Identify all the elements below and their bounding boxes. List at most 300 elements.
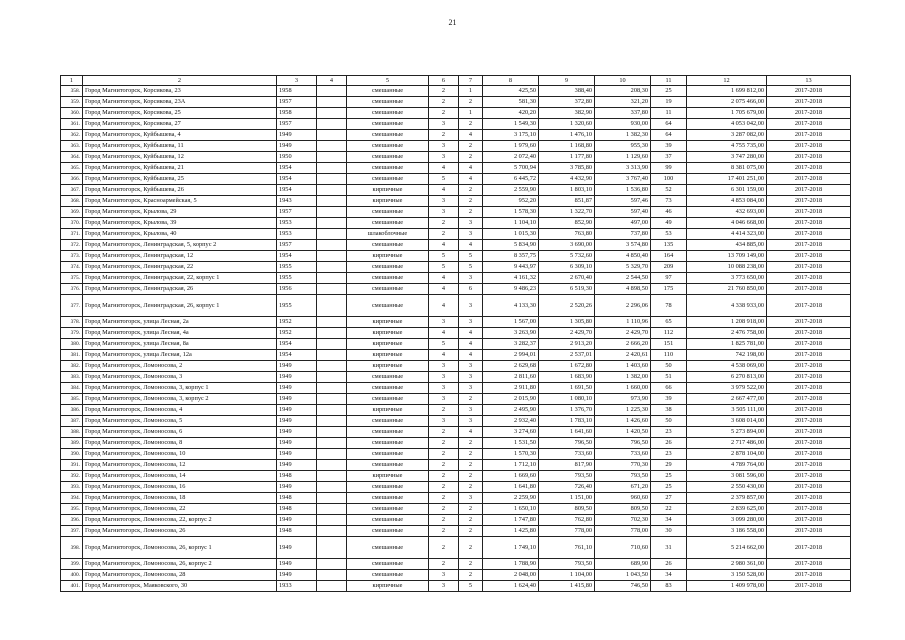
cell-address: Город Магнитогорск, Ломоносова, 12 <box>83 460 277 471</box>
cell-build-year: 1949 <box>277 416 317 427</box>
cell-wall-material: кирпичные <box>347 361 429 372</box>
cell-period: 2017-2018 <box>767 119 851 130</box>
cell-repair-cost: 434 885,00 <box>687 240 767 251</box>
cell-living-area: 2 429,70 <box>539 328 595 339</box>
cell-residents: 19 <box>651 97 687 108</box>
cell-period: 2017-2018 <box>767 196 851 207</box>
cell-row-index: 361. <box>61 119 83 130</box>
cell-build-year: 1949 <box>277 141 317 152</box>
cell-entrances: 2 <box>459 537 483 559</box>
cell-col-4 <box>317 471 347 482</box>
cell-wall-material: смешанные <box>347 141 429 152</box>
cell-col-4 <box>317 537 347 559</box>
cell-build-year: 1952 <box>277 317 317 328</box>
table-row <box>61 240 851 251</box>
cell-floors: 2 <box>429 471 459 482</box>
cell-col-4 <box>317 185 347 196</box>
cell-period: 2017-2018 <box>767 284 851 295</box>
cell-residential-area: 689,90 <box>595 559 651 570</box>
cell-total-area: 4 133,30 <box>483 295 539 317</box>
cell-living-area: 726,40 <box>539 482 595 493</box>
cell-floors: 4 <box>429 295 459 317</box>
cell-residential-area: 597,40 <box>595 207 651 218</box>
cell-residential-area: 955,30 <box>595 141 651 152</box>
cell-wall-material: смешанные <box>347 427 429 438</box>
cell-period: 2017-2018 <box>767 163 851 174</box>
cell-period: 2017-2018 <box>767 361 851 372</box>
cell-wall-material: смешанные <box>347 438 429 449</box>
cell-address: Город Магнитогорск, улица Лесная, 8а <box>83 339 277 350</box>
table-row <box>61 97 851 108</box>
cell-entrances: 3 <box>459 383 483 394</box>
cell-total-area: 3 282,37 <box>483 339 539 350</box>
cell-floors: 3 <box>429 570 459 581</box>
cell-row-index: 386. <box>61 405 83 416</box>
cell-wall-material: смешанные <box>347 537 429 559</box>
cell-row-index: 389. <box>61 438 83 449</box>
cell-period: 2017-2018 <box>767 317 851 328</box>
cell-address: Город Магнитогорск, Корсикова, 23 <box>83 86 277 97</box>
cell-col-4 <box>317 438 347 449</box>
cell-build-year: 1958 <box>277 86 317 97</box>
cell-col-4 <box>317 141 347 152</box>
cell-residential-area: 733,60 <box>595 449 651 460</box>
cell-residential-area: 671,20 <box>595 482 651 493</box>
cell-repair-cost: 1 699 812,00 <box>687 86 767 97</box>
cell-wall-material: кирпичные <box>347 350 429 361</box>
cell-period: 2017-2018 <box>767 141 851 152</box>
cell-build-year: 1949 <box>277 394 317 405</box>
cell-entrances: 2 <box>459 141 483 152</box>
cell-col-4 <box>317 108 347 119</box>
cell-col-4 <box>317 152 347 163</box>
cell-total-area: 3 175,10 <box>483 130 539 141</box>
cell-entrances: 2 <box>459 97 483 108</box>
cell-row-index: 367. <box>61 185 83 196</box>
cell-floors: 2 <box>429 108 459 119</box>
cell-residents: 29 <box>651 460 687 471</box>
housing-registry-table <box>60 75 851 592</box>
cell-floors: 3 <box>429 207 459 218</box>
cell-col-4 <box>317 163 347 174</box>
cell-living-area: 2 537,01 <box>539 350 595 361</box>
cell-entrances: 2 <box>459 438 483 449</box>
cell-row-index: 380. <box>61 339 83 350</box>
cell-floors: 2 <box>429 438 459 449</box>
cell-residential-area: 1 129,60 <box>595 152 651 163</box>
cell-wall-material: кирпичные <box>347 405 429 416</box>
cell-floors: 3 <box>429 141 459 152</box>
cell-living-area: 1 783,10 <box>539 416 595 427</box>
cell-repair-cost: 4 789 764,00 <box>687 460 767 471</box>
cell-wall-material: смешанные <box>347 504 429 515</box>
cell-residents: 46 <box>651 207 687 218</box>
cell-address: Город Магнитогорск, Красноармейская, 5 <box>83 196 277 207</box>
cell-row-index: 364. <box>61 152 83 163</box>
cell-total-area: 2 259,90 <box>483 493 539 504</box>
cell-floors: 2 <box>429 130 459 141</box>
table-row <box>61 207 851 218</box>
cell-row-index: 371. <box>61 229 83 240</box>
table-row <box>61 317 851 328</box>
table-row <box>61 537 851 559</box>
cell-wall-material: кирпичные <box>347 317 429 328</box>
cell-row-index: 400. <box>61 570 83 581</box>
cell-row-index: 370. <box>61 218 83 229</box>
cell-living-area: 1 691,50 <box>539 383 595 394</box>
cell-total-area: 1 567,00 <box>483 317 539 328</box>
cell-living-area: 382,90 <box>539 108 595 119</box>
cell-total-area: 952,20 <box>483 196 539 207</box>
cell-build-year: 1949 <box>277 515 317 526</box>
cell-period: 2017-2018 <box>767 350 851 361</box>
cell-wall-material: смешанные <box>347 86 429 97</box>
cell-residents: 112 <box>651 328 687 339</box>
cell-total-area: 1 570,30 <box>483 449 539 460</box>
cell-build-year: 1954 <box>277 185 317 196</box>
cell-living-area: 2 520,26 <box>539 295 595 317</box>
cell-period: 2017-2018 <box>767 295 851 317</box>
cell-residential-area: 770,30 <box>595 460 651 471</box>
cell-total-area: 4 161,32 <box>483 273 539 284</box>
cell-residents: 135 <box>651 240 687 251</box>
cell-address: Город Магнитогорск, улица Лесная, 2а <box>83 317 277 328</box>
cell-entrances: 3 <box>459 317 483 328</box>
table-row <box>61 405 851 416</box>
cell-period: 2017-2018 <box>767 427 851 438</box>
cell-address: Город Магнитогорск, Ломоносова, 3, корпус 1 <box>83 383 277 394</box>
cell-entrances: 2 <box>459 559 483 570</box>
cell-floors: 2 <box>429 460 459 471</box>
table-header-row <box>61 76 851 86</box>
cell-residential-area: 1 660,00 <box>595 383 651 394</box>
cell-floors: 3 <box>429 361 459 372</box>
cell-living-area: 733,60 <box>539 449 595 460</box>
cell-residents: 66 <box>651 383 687 394</box>
cell-repair-cost: 742 198,00 <box>687 350 767 361</box>
cell-residential-area: 321,20 <box>595 97 651 108</box>
cell-build-year: 1949 <box>277 570 317 581</box>
cell-total-area: 1 104,10 <box>483 218 539 229</box>
cell-repair-cost: 4 053 042,00 <box>687 119 767 130</box>
cell-address: Город Магнитогорск, Крылова, 39 <box>83 218 277 229</box>
cell-build-year: 1949 <box>277 559 317 570</box>
cell-residents: 175 <box>651 284 687 295</box>
cell-repair-cost: 3 081 596,00 <box>687 471 767 482</box>
cell-period: 2017-2018 <box>767 240 851 251</box>
cell-residential-area: 778,00 <box>595 526 651 537</box>
cell-repair-cost: 3 505 111,00 <box>687 405 767 416</box>
cell-address: Город Магнитогорск, Куйбышева, 25 <box>83 174 277 185</box>
cell-total-area: 2 932,40 <box>483 416 539 427</box>
cell-address: Город Магнитогорск, Ломоносова, 26, корпус 2 <box>83 559 277 570</box>
cell-living-area: 793,50 <box>539 471 595 482</box>
cell-residents: 22 <box>651 504 687 515</box>
cell-col-4 <box>317 207 347 218</box>
cell-repair-cost: 17 401 251,00 <box>687 174 767 185</box>
cell-wall-material: шлакоблочные <box>347 229 429 240</box>
cell-repair-cost: 2 379 857,00 <box>687 493 767 504</box>
cell-col-4 <box>317 570 347 581</box>
cell-col-4 <box>317 251 347 262</box>
cell-repair-cost: 13 709 149,00 <box>687 251 767 262</box>
cell-address: Город Магнитогорск, Куйбышева, 26 <box>83 185 277 196</box>
cell-period: 2017-2018 <box>767 130 851 141</box>
cell-living-area: 1 683,90 <box>539 372 595 383</box>
cell-entrances: 5 <box>459 581 483 592</box>
cell-repair-cost: 3 186 558,00 <box>687 526 767 537</box>
cell-entrances: 4 <box>459 427 483 438</box>
table-row <box>61 262 851 273</box>
cell-col-4 <box>317 350 347 361</box>
table-row <box>61 119 851 130</box>
table-row <box>61 218 851 229</box>
cell-build-year: 1949 <box>277 361 317 372</box>
cell-total-area: 1 641,80 <box>483 482 539 493</box>
cell-address: Город Магнитогорск, Ломоносова, 6 <box>83 427 277 438</box>
cell-address: Город Магнитогорск, Ломоносова, 10 <box>83 449 277 460</box>
cell-total-area: 2 811,60 <box>483 372 539 383</box>
cell-build-year: 1955 <box>277 295 317 317</box>
table-row <box>61 108 851 119</box>
cell-residents: 64 <box>651 130 687 141</box>
cell-col-4 <box>317 97 347 108</box>
cell-living-area: 763,80 <box>539 229 595 240</box>
cell-total-area: 2 911,80 <box>483 383 539 394</box>
cell-living-area: 817,90 <box>539 460 595 471</box>
cell-address: Город Магнитогорск, Ломоносова, 3, корпус 2 <box>83 394 277 405</box>
cell-row-index: 381. <box>61 350 83 361</box>
cell-entrances: 5 <box>459 262 483 273</box>
column-header-3: 3 <box>277 76 317 86</box>
cell-total-area: 1 650,10 <box>483 504 539 515</box>
cell-row-index: 396. <box>61 515 83 526</box>
cell-total-area: 8 357,75 <box>483 251 539 262</box>
cell-wall-material: смешанные <box>347 240 429 251</box>
cell-floors: 2 <box>429 537 459 559</box>
cell-entrances: 2 <box>459 471 483 482</box>
cell-build-year: 1949 <box>277 449 317 460</box>
cell-residential-area: 2 544,50 <box>595 273 651 284</box>
column-header-7: 7 <box>459 76 483 86</box>
cell-col-4 <box>317 482 347 493</box>
cell-residential-area: 737,80 <box>595 229 651 240</box>
cell-floors: 4 <box>429 273 459 284</box>
cell-floors: 2 <box>429 405 459 416</box>
cell-build-year: 1953 <box>277 218 317 229</box>
cell-row-index: 382. <box>61 361 83 372</box>
cell-living-area: 1 151,00 <box>539 493 595 504</box>
cell-floors: 4 <box>429 185 459 196</box>
cell-residential-area: 597,46 <box>595 196 651 207</box>
cell-residents: 23 <box>651 427 687 438</box>
cell-wall-material: смешанные <box>347 207 429 218</box>
cell-address: Город Магнитогорск, Куйбышева, 11 <box>83 141 277 152</box>
cell-col-4 <box>317 328 347 339</box>
column-header-13: 13 <box>767 76 851 86</box>
table-row <box>61 570 851 581</box>
cell-build-year: 1949 <box>277 537 317 559</box>
cell-residents: 27 <box>651 493 687 504</box>
cell-entrances: 2 <box>459 185 483 196</box>
cell-row-index: 374. <box>61 262 83 273</box>
cell-repair-cost: 3 150 528,00 <box>687 570 767 581</box>
table-row <box>61 383 851 394</box>
cell-repair-cost: 6 270 813,00 <box>687 372 767 383</box>
table-row <box>61 482 851 493</box>
cell-wall-material: смешанные <box>347 152 429 163</box>
cell-residents: 151 <box>651 339 687 350</box>
cell-build-year: 1950 <box>277 152 317 163</box>
cell-floors: 2 <box>429 493 459 504</box>
cell-period: 2017-2018 <box>767 482 851 493</box>
cell-col-4 <box>317 416 347 427</box>
table-row <box>61 427 851 438</box>
cell-period: 2017-2018 <box>767 273 851 284</box>
table-row <box>61 361 851 372</box>
cell-residential-area: 1 382,30 <box>595 130 651 141</box>
cell-residents: 65 <box>651 317 687 328</box>
cell-living-area: 793,50 <box>539 559 595 570</box>
cell-col-4 <box>317 427 347 438</box>
cell-address: Город Магнитогорск, Ломоносова, 5 <box>83 416 277 427</box>
cell-col-4 <box>317 229 347 240</box>
cell-entrances: 1 <box>459 108 483 119</box>
cell-residents: 97 <box>651 273 687 284</box>
cell-col-4 <box>317 394 347 405</box>
cell-build-year: 1933 <box>277 581 317 592</box>
cell-total-area: 9 486,23 <box>483 284 539 295</box>
cell-living-area: 852,90 <box>539 218 595 229</box>
cell-residents: 34 <box>651 570 687 581</box>
cell-repair-cost: 4 755 735,00 <box>687 141 767 152</box>
cell-floors: 2 <box>429 449 459 460</box>
cell-total-area: 1 425,80 <box>483 526 539 537</box>
column-header-10: 10 <box>595 76 651 86</box>
cell-total-area: 1 788,90 <box>483 559 539 570</box>
cell-living-area: 1 415,80 <box>539 581 595 592</box>
cell-floors: 3 <box>429 581 459 592</box>
cell-period: 2017-2018 <box>767 493 851 504</box>
cell-row-index: 390. <box>61 449 83 460</box>
cell-col-4 <box>317 372 347 383</box>
cell-living-area: 796,50 <box>539 438 595 449</box>
cell-entrances: 4 <box>459 174 483 185</box>
cell-row-index: 401. <box>61 581 83 592</box>
cell-residents: 78 <box>651 295 687 317</box>
cell-address: Город Магнитогорск, Ленинградская, 26, корпус 1 <box>83 295 277 317</box>
cell-floors: 3 <box>429 383 459 394</box>
cell-period: 2017-2018 <box>767 152 851 163</box>
cell-living-area: 372,80 <box>539 97 595 108</box>
column-header-11: 11 <box>651 76 687 86</box>
cell-repair-cost: 4 338 933,00 <box>687 295 767 317</box>
cell-floors: 5 <box>429 174 459 185</box>
cell-address: Город Магнитогорск, Ленинградская, 22 <box>83 262 277 273</box>
cell-residents: 49 <box>651 218 687 229</box>
cell-build-year: 1954 <box>277 251 317 262</box>
table-row <box>61 196 851 207</box>
cell-build-year: 1957 <box>277 119 317 130</box>
cell-repair-cost: 1 409 978,00 <box>687 581 767 592</box>
cell-entrances: 3 <box>459 493 483 504</box>
cell-col-4 <box>317 493 347 504</box>
cell-col-4 <box>317 130 347 141</box>
cell-period: 2017-2018 <box>767 86 851 97</box>
cell-residential-area: 793,50 <box>595 471 651 482</box>
cell-residents: 110 <box>651 350 687 361</box>
cell-build-year: 1943 <box>277 196 317 207</box>
cell-build-year: 1949 <box>277 427 317 438</box>
cell-wall-material: смешанные <box>347 218 429 229</box>
cell-entrances: 3 <box>459 361 483 372</box>
cell-floors: 2 <box>429 482 459 493</box>
column-header-6: 6 <box>429 76 459 86</box>
cell-residential-area: 746,50 <box>595 581 651 592</box>
cell-col-4 <box>317 460 347 471</box>
cell-floors: 4 <box>429 328 459 339</box>
cell-build-year: 1957 <box>277 207 317 218</box>
cell-wall-material: смешанные <box>347 119 429 130</box>
cell-address: Город Магнитогорск, Ленинградская, 26 <box>83 284 277 295</box>
cell-wall-material: кирпичные <box>347 251 429 262</box>
cell-row-index: 388. <box>61 427 83 438</box>
cell-residents: 73 <box>651 196 687 207</box>
cell-living-area: 1 320,60 <box>539 119 595 130</box>
cell-floors: 4 <box>429 284 459 295</box>
cell-residential-area: 710,60 <box>595 537 651 559</box>
table-row <box>61 174 851 185</box>
cell-residential-area: 2 429,70 <box>595 328 651 339</box>
cell-build-year: 1949 <box>277 460 317 471</box>
cell-floors: 2 <box>429 218 459 229</box>
cell-period: 2017-2018 <box>767 174 851 185</box>
cell-floors: 5 <box>429 262 459 273</box>
cell-living-area: 5 732,60 <box>539 251 595 262</box>
cell-floors: 5 <box>429 251 459 262</box>
table-row <box>61 273 851 284</box>
table-row <box>61 152 851 163</box>
column-header-5: 5 <box>347 76 429 86</box>
cell-address: Город Магнитогорск, Крылова, 29 <box>83 207 277 218</box>
cell-entrances: 6 <box>459 284 483 295</box>
cell-residents: 53 <box>651 229 687 240</box>
table-row <box>61 504 851 515</box>
cell-floors: 5 <box>429 339 459 350</box>
cell-total-area: 3 274,60 <box>483 427 539 438</box>
cell-wall-material: смешанные <box>347 108 429 119</box>
cell-living-area: 2 670,40 <box>539 273 595 284</box>
cell-build-year: 1957 <box>277 97 317 108</box>
cell-col-4 <box>317 361 347 372</box>
table-row <box>61 229 851 240</box>
cell-residents: 52 <box>651 185 687 196</box>
cell-address: Город Магнитогорск, Ломоносова, 14 <box>83 471 277 482</box>
table-row <box>61 251 851 262</box>
cell-period: 2017-2018 <box>767 405 851 416</box>
cell-total-area: 2 072,40 <box>483 152 539 163</box>
cell-period: 2017-2018 <box>767 416 851 427</box>
cell-address: Город Магнитогорск, Корсикова, 27 <box>83 119 277 130</box>
cell-entrances: 2 <box>459 152 483 163</box>
cell-living-area: 809,50 <box>539 504 595 515</box>
cell-repair-cost: 2 476 758,00 <box>687 328 767 339</box>
table-row <box>61 141 851 152</box>
cell-address: Город Магнитогорск, Ломоносова, 4 <box>83 405 277 416</box>
cell-repair-cost: 2 878 104,00 <box>687 449 767 460</box>
cell-row-index: 391. <box>61 460 83 471</box>
cell-col-4 <box>317 119 347 130</box>
